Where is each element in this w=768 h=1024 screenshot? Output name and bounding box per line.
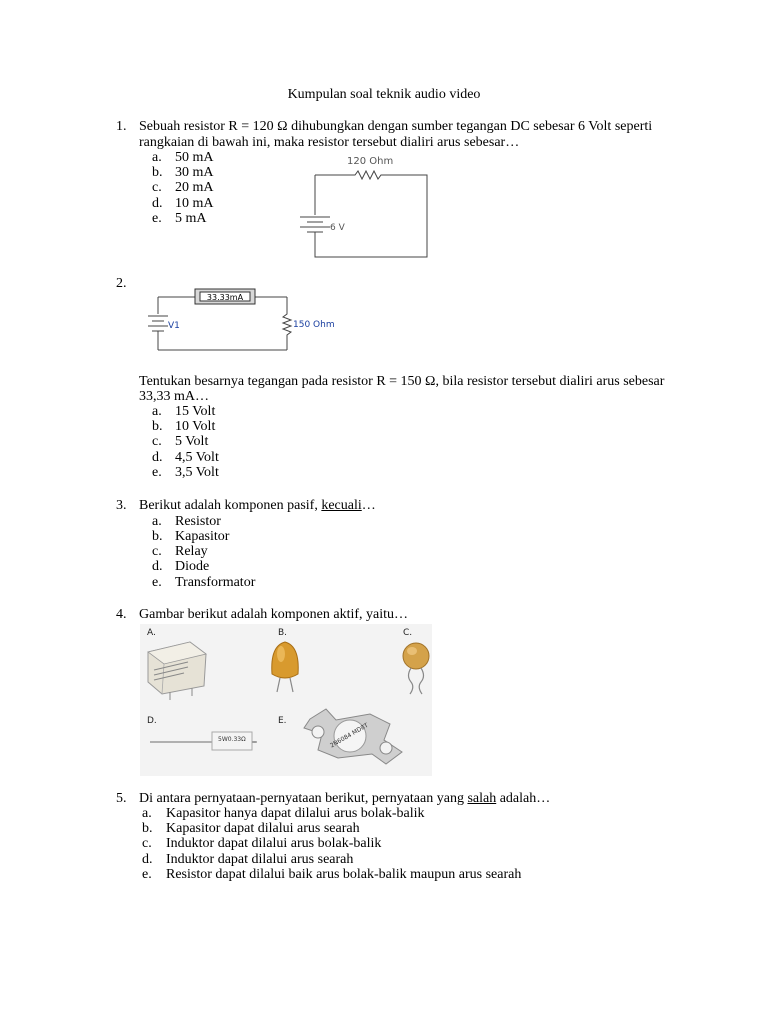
q1-circuit-wire bbox=[315, 171, 427, 257]
page-title: Kumpulan soal teknik audio video bbox=[287, 87, 481, 102]
q1-number: 1. bbox=[116, 119, 127, 134]
q4-label-a: A. bbox=[147, 628, 156, 638]
q5-option-a-letter: a. bbox=[142, 806, 152, 821]
q3-text-underlined: kecuali bbox=[321, 498, 362, 513]
q2-option-b: 10 Volt bbox=[175, 419, 216, 434]
q1-option-e: 5 mA bbox=[175, 211, 207, 226]
battery-icon bbox=[148, 316, 168, 331]
q1-option-a: 50 mA bbox=[175, 150, 214, 165]
q3-option-d: Diode bbox=[175, 559, 210, 574]
q4-label-d: D. bbox=[147, 716, 157, 726]
q3-question bbox=[139, 498, 376, 514]
q1-option-c: 20 mA bbox=[175, 180, 214, 195]
q3-text-prefix: Berikut adalah komponen pasif, bbox=[139, 498, 322, 513]
q5-option-c: Induktor dapat dilalui arus bolak-balik bbox=[166, 836, 382, 851]
q1-text-line2: rangkaian di bawah ini, maka resistor tersebut dialiri arus sebesar… bbox=[139, 135, 520, 150]
q5-option-a: Kapasitor hanya dapat dilalui arus bolak-balik bbox=[166, 806, 425, 821]
resistor-icon bbox=[283, 297, 291, 350]
q1-option-e-letter: e. bbox=[152, 211, 162, 226]
q4-label-e: E. bbox=[278, 716, 287, 726]
q4-transistor-marking: 2N6084 MD8T bbox=[328, 721, 370, 750]
q1-option-b-letter: b. bbox=[152, 165, 163, 180]
q2-option-b-letter: b. bbox=[152, 419, 163, 434]
q4-label-c: C. bbox=[403, 628, 413, 638]
q2-source-label: V1 bbox=[168, 321, 180, 331]
q3-option-a-letter: a. bbox=[152, 514, 162, 529]
q2-circuit-diagram bbox=[140, 286, 340, 356]
q2-text-line1: Tentukan besarnya tegangan pada resistor R = 150 Ω, bila resistor tersebut dialiri arus sebesar bbox=[139, 374, 665, 389]
q1-source-label: 6 V bbox=[330, 223, 345, 233]
q2-text-line2: 33,33 mA… bbox=[139, 389, 209, 404]
q4-components-image bbox=[140, 624, 432, 776]
q5-text-underlined: salah bbox=[467, 791, 497, 806]
q5-option-c-letter: c. bbox=[142, 836, 152, 851]
q3-option-b-letter: b. bbox=[152, 529, 163, 544]
q4-label-b: B. bbox=[278, 628, 288, 638]
q3-option-e-letter: e. bbox=[152, 575, 162, 590]
q3-option-c: Relay bbox=[175, 544, 208, 559]
q5-text-suffix: adalah… bbox=[496, 791, 551, 806]
q1-option-b: 30 mA bbox=[175, 165, 214, 180]
q3-text-suffix: … bbox=[361, 498, 376, 513]
q2-resistor-label: 150 Ohm bbox=[293, 320, 335, 330]
q2-option-c: 5 Volt bbox=[175, 434, 209, 449]
q4-number: 4. bbox=[116, 607, 127, 622]
q1-option-c-letter: c. bbox=[152, 180, 162, 195]
q1-option-d: 10 mA bbox=[175, 196, 214, 211]
q1-resistor-label: 120 Ohm bbox=[347, 156, 394, 167]
q2-option-d: 4,5 Volt bbox=[175, 450, 219, 465]
q3-option-a: Resistor bbox=[175, 514, 221, 529]
q2-option-e-letter: e. bbox=[152, 465, 162, 480]
q5-text-prefix: Di antara pernyataan-pernyataan berikut, pernyataan yang bbox=[139, 791, 468, 806]
q3-number: 3. bbox=[116, 498, 127, 513]
q5-option-d-letter: d. bbox=[142, 852, 153, 867]
q1-option-a-letter: a. bbox=[152, 150, 162, 165]
q2-option-a: 15 Volt bbox=[175, 404, 216, 419]
q3-option-d-letter: d. bbox=[152, 559, 163, 574]
q5-option-b-letter: b. bbox=[142, 821, 153, 836]
q2-option-a-letter: a. bbox=[152, 404, 162, 419]
q4-resistor-marking: 5W0.33Ω bbox=[218, 736, 246, 743]
q3-option-e: Transformator bbox=[175, 575, 256, 590]
ammeter-reading: 33.33mA bbox=[206, 293, 244, 302]
q1-option-d-letter: d. bbox=[152, 196, 163, 211]
q4-text: Gambar berikut adalah komponen aktif, yaitu… bbox=[139, 607, 409, 622]
q5-question bbox=[139, 791, 550, 807]
q2-number: 2. bbox=[116, 276, 127, 291]
q3-option-c-letter: c. bbox=[152, 544, 162, 559]
q1-text-line1: Sebuah resistor R = 120 Ω dihubungkan dengan sumber tegangan DC sebesar 6 Volt seperti bbox=[139, 119, 653, 134]
q3-option-b: Kapasitor bbox=[175, 529, 230, 544]
q2-option-d-letter: d. bbox=[152, 450, 163, 465]
q5-number: 5. bbox=[116, 791, 127, 806]
q5-option-d: Induktor dapat dilalui arus searah bbox=[166, 852, 354, 867]
q2-option-c-letter: c. bbox=[152, 434, 162, 449]
q1-circuit-diagram bbox=[290, 150, 440, 260]
battery-icon bbox=[300, 217, 330, 232]
q5-option-b: Kapasitor dapat dilalui arus searah bbox=[166, 821, 360, 836]
q2-option-e: 3,5 Volt bbox=[175, 465, 219, 480]
q5-option-e: Resistor dapat dilalui baik arus bolak-balik maupun arus searah bbox=[166, 867, 522, 882]
q5-option-e-letter: e. bbox=[142, 867, 152, 882]
